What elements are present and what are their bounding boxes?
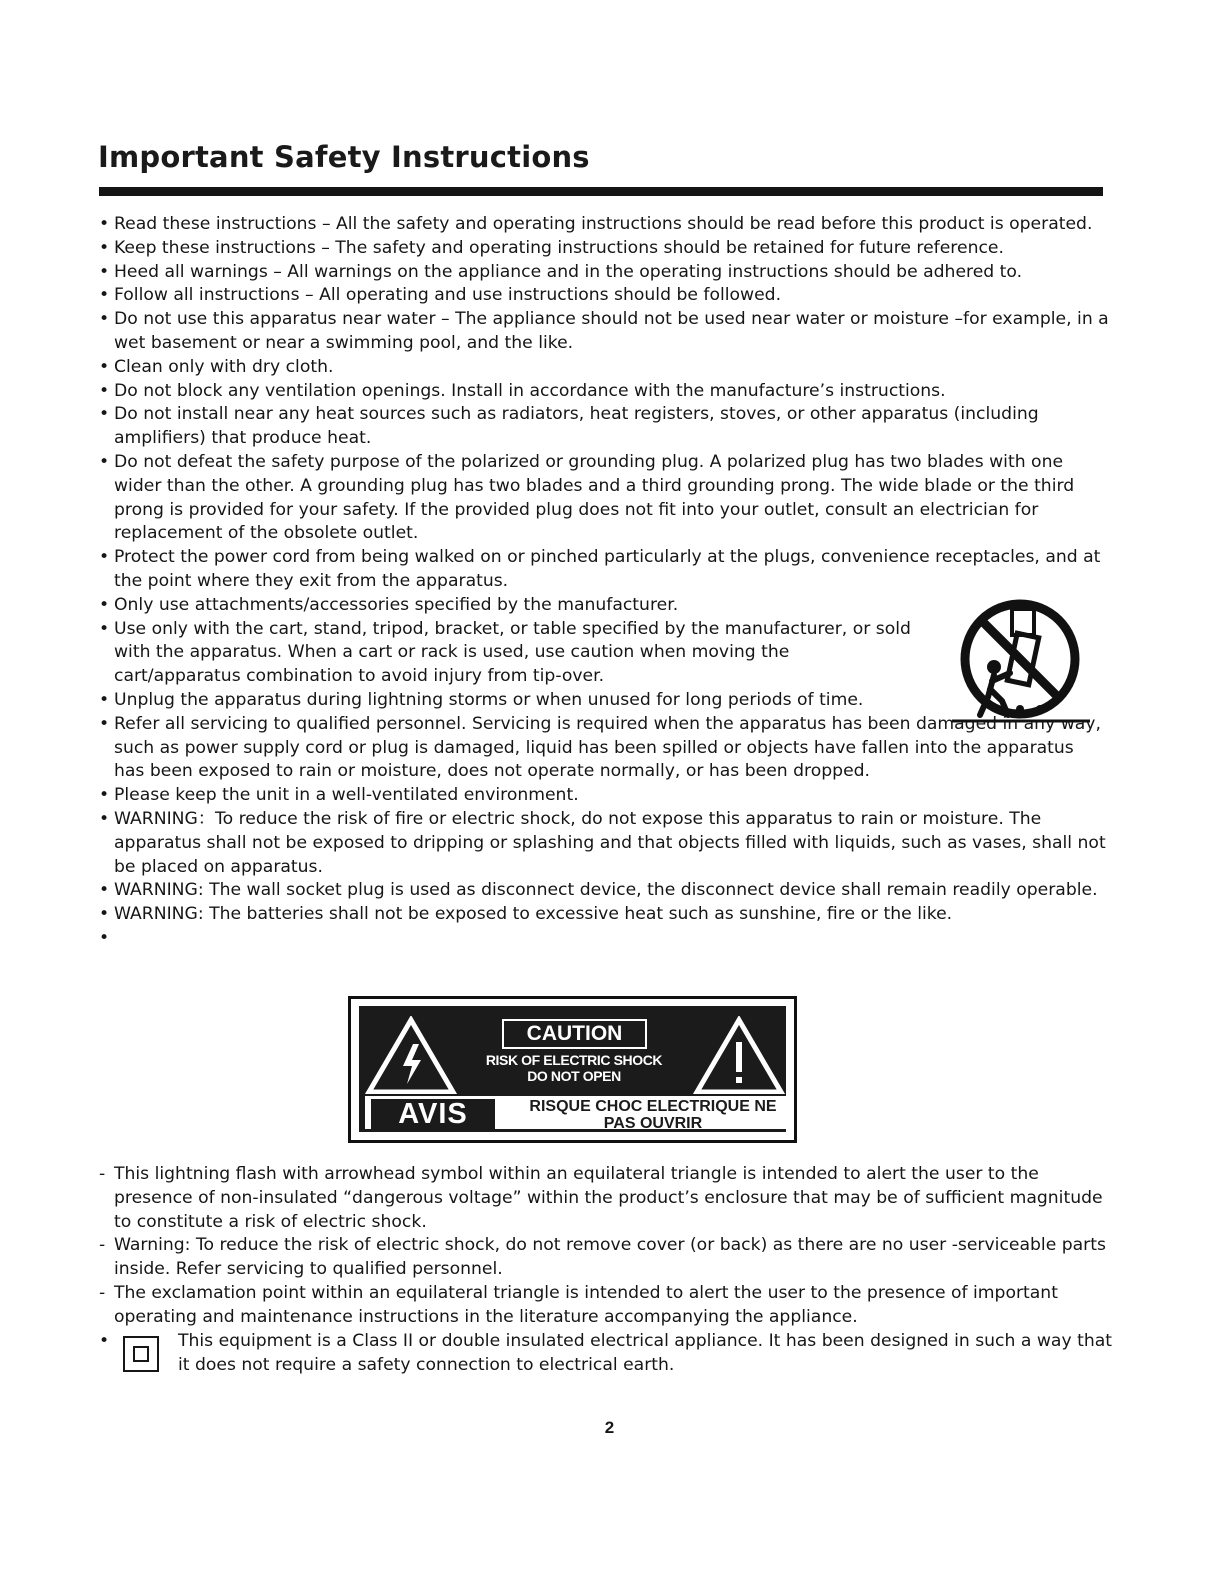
lightning-warning-icon [365, 1016, 457, 1096]
list-item: • WARNING: The batteries shall not be exposed to excessive heat such as sunshine, fire or the like. [99, 903, 1109, 927]
caution-label [348, 996, 797, 1143]
list-item: • Refer all servicing to qualified personnel. Servicing is required when the apparatus has been damaged in any way, such as power supply cord or plug is damaged, liquid has been spilled or objects have fallen into the apparatus has been exposed to rain or moisture, does not operate normally, or has been dropped. [99, 713, 1109, 784]
safety-instructions-list [99, 213, 1109, 951]
list-item: • Do not block any ventilation openings. Install in accordance with the manufacture’s instructions. [99, 380, 1109, 404]
list-item: • Clean only with dry cloth. [99, 356, 1109, 380]
bullet: • [99, 1331, 110, 1351]
list-item: • WARNING: The wall socket plug is used as disconnect device, the disconnect device shall remain readily operable. [99, 879, 1109, 903]
title-rule [99, 187, 1103, 196]
avis-badge: AVIS [371, 1099, 495, 1129]
list-item: • Read these instructions – All the safety and operating instructions should be read before this product is operated. [99, 213, 1109, 237]
double-insulation-icon [123, 1336, 159, 1372]
page-title: Important Safety Instructions [98, 140, 590, 174]
list-item: • Use only with the cart, stand, tripod, bracket, or table specified by the manufacturer, or sold with the apparatus. When a cart or rack is used, use caution when moving the cart/apparatus combination to avoid injury from tip-over. [99, 618, 1109, 689]
avis-text [503, 1098, 786, 1132]
caution-label-panel [359, 1006, 786, 1132]
list-item: • WARNING：To reduce the risk of fire or electric shock, do not expose this apparatus to rain or moisture. The apparatus shall not be exposed to dripping or splashing and that objects filled with liquids, such as vases, shall not be placed on apparatus. [99, 808, 1109, 879]
list-item: • Heed all warnings – All warnings on the appliance and in the operating instructions should be adhered to. [99, 261, 1109, 285]
list-item: • Please keep the unit in a well-ventilated environment. [99, 784, 1109, 808]
list-item: • Follow all instructions – All operating and use instructions should be followed. [99, 284, 1109, 308]
cart-tip-over-warning-icon [950, 597, 1092, 725]
list-item [99, 927, 1109, 951]
list-item: • Protect the power cord from being walked on or pinched particularly at the plugs, convenience receptacles, and at the point where they exit from the apparatus. [99, 546, 1109, 594]
list-item: • Do not defeat the safety purpose of the polarized or grounding plug. A polarized plug has two blades with one wider than the other. A grounding plug has two blades and a third grounding prong. The wide blade or the third prong is provided for your safety. If the provided plug does not fit into your outlet, consult an electrician for replacement of the obsolete outlet. [99, 451, 1109, 546]
avis-row [363, 1094, 786, 1131]
page-number: 2 [604, 1418, 615, 1437]
class-ii-text: This equipment is a Class II or double insulated electrical appliance. It has been designed in such a way that it does not require a safety connection to electrical earth. [178, 1331, 1112, 1375]
list-item: - The exclamation point within an equilateral triangle is intended to alert the user to the presence of important operating and maintenance instructions in the literature accompanying the appliance. [99, 1282, 1119, 1330]
list-item: - Warning: To reduce the risk of electric shock, do not remove cover (or back) as there are no user -serviceable parts inside. Refer servicing to qualified personnel. [99, 1234, 1119, 1282]
list-item: • Only use attachments/accessories specified by the manufacturer. [99, 594, 1109, 618]
symbol-notes-list [99, 1163, 1119, 1330]
class-ii-note [99, 1330, 1119, 1380]
caution-title: CAUTION [502, 1019, 647, 1049]
exclamation-warning-icon [693, 1016, 785, 1096]
list-item: • Do not use this apparatus near water – The appliance should not be used near water or moisture –for example, in a wet basement or near a swimming pool, and the like. [99, 308, 1109, 356]
caution-line-2: DO NOT OPEN [527, 1068, 621, 1084]
list-item: • Do not install near any heat sources such as radiators, heat registers, stoves, or other apparatus (including amplifiers) that produce heat. [99, 403, 1109, 451]
caution-line-1: RISK OF ELECTRIC SHOCK [485, 1052, 663, 1068]
list-item: • Unplug the apparatus during lightning storms or when unused for long periods of time. [99, 689, 1109, 713]
list-item: • Keep these instructions – The safety and operating instructions should be retained for future reference. [99, 237, 1109, 261]
list-item: - This lightning flash with arrowhead symbol within an equilateral triangle is intended to alert the user to the presence of non-insulated “dangerous voltage” within the product’s enclosure that may be of sufficient magnitude to constitute a risk of electric shock. [99, 1163, 1119, 1234]
avis-line-1: RISQUE CHOC ELECTRIQUE NE [529, 1098, 777, 1115]
avis-line-2: PAS OUVRIR [603, 1115, 703, 1132]
